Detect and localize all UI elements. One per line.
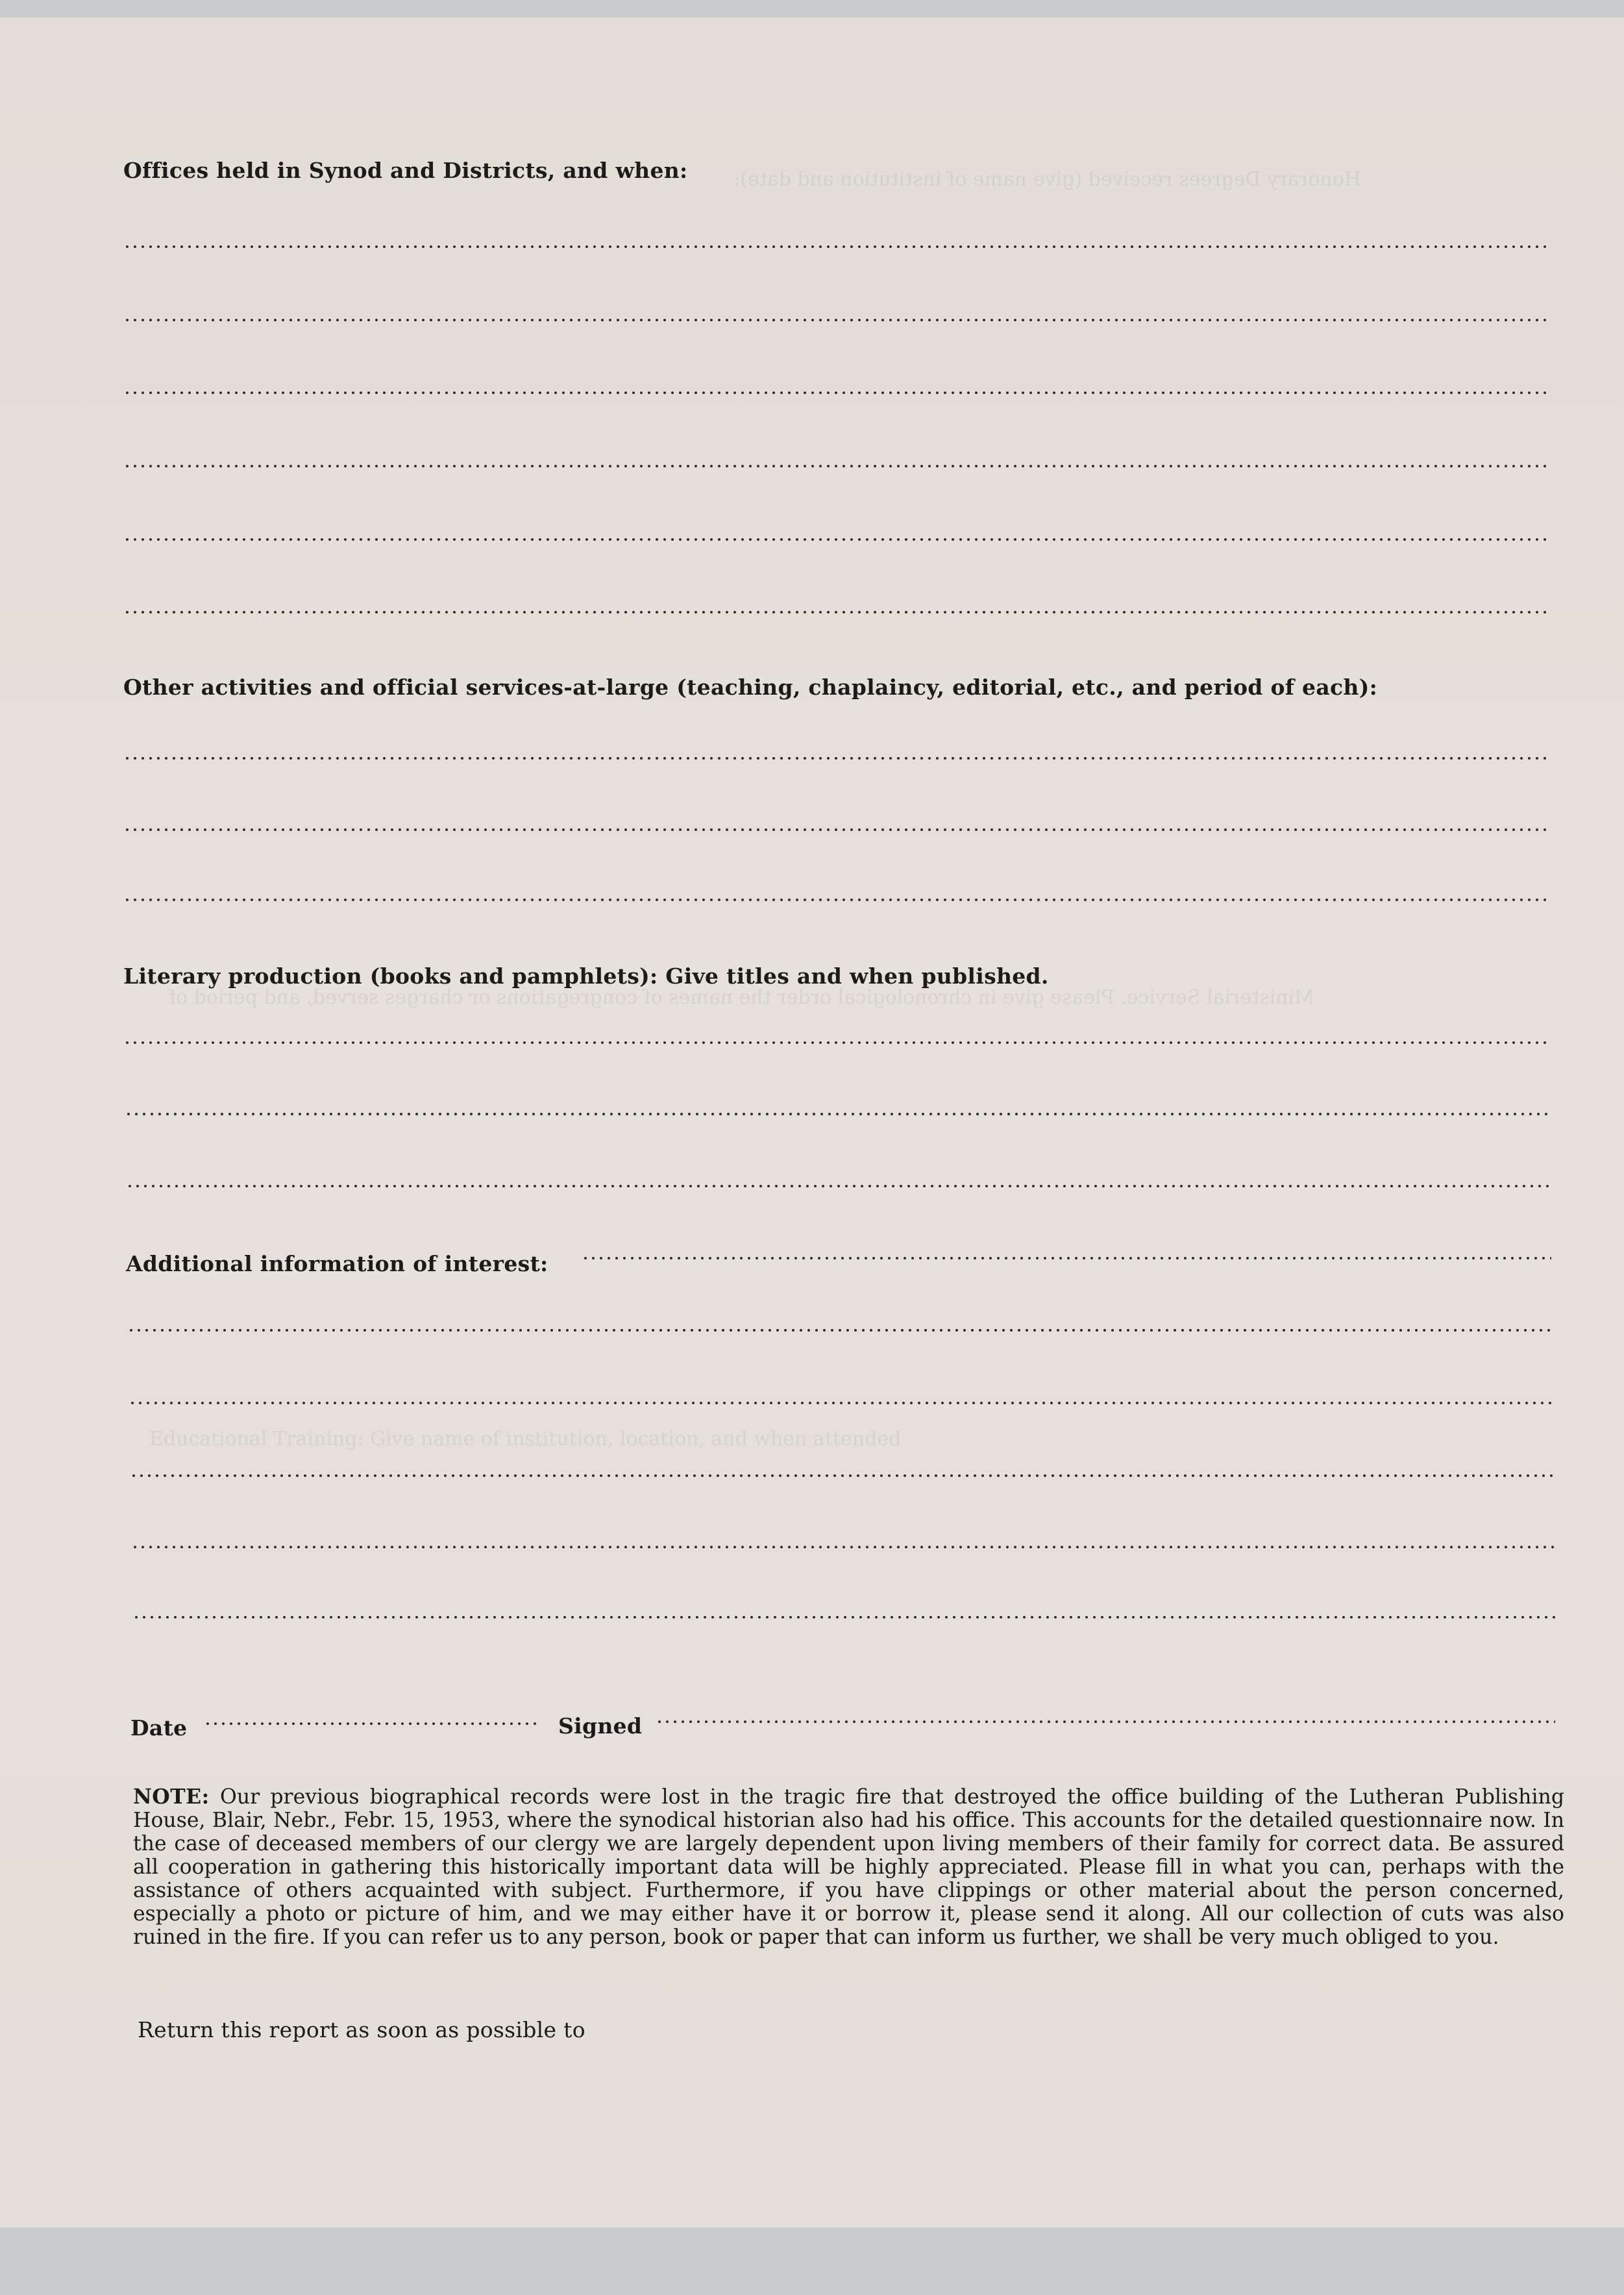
note-heading: NOTE: xyxy=(133,1785,210,1809)
activities-label: Other activities and official services-at-large (teaching, chaplaincy, editorial, etc., and period of each): xyxy=(123,675,1378,700)
additional-line-5[interactable] xyxy=(132,1615,1558,1619)
literary-line-3[interactable] xyxy=(126,1184,1550,1188)
offices-line-3[interactable] xyxy=(123,391,1546,395)
offices-label: Offices held in Synod and Districts, and when: xyxy=(123,158,688,183)
note-paragraph xyxy=(133,1785,1564,1949)
show-through-honorary: Honorary Degrees received (give name of institution and date): xyxy=(733,168,1362,191)
note-body: Our previous biographical records were lost in the tragic fire that destroyed the office building of the Lutheran Publishing House, Blair, Nebr., Febr. 15, 1953, where the synodical historian also had his office. This accounts for the detailed questionnaire now. In the case of deceased members of our clergy we are largely dependent upon living members of their family for correct data. Be assured all cooperation in gathering this historically important data will be highly appreciated. Please fill in what you can, perhaps with the assistance of others acquainted with subject. Furthermore, if you have clippings or other material about the person concerned, especially a photo or picture of him, and we may either have it or borrow it, please send it along. All our collection of cuts was also ruined in the fire. If you can refer us to any person, book or paper that can inform us further, we shall be very much obliged to you. xyxy=(133,1785,1564,1949)
return-label: Return this report as soon as possible to xyxy=(138,2017,585,2042)
additional-label: Additional information of interest: xyxy=(126,1251,548,1276)
literary-line-1[interactable] xyxy=(123,1041,1547,1045)
activities-line-1[interactable] xyxy=(123,756,1546,760)
date-label: Date xyxy=(130,1715,188,1741)
offices-line-5[interactable] xyxy=(123,538,1546,541)
show-through-education: Educational Training: Give name of institution, location, and when attended xyxy=(149,1428,902,1450)
additional-line-inline[interactable] xyxy=(582,1256,1551,1260)
date-field[interactable] xyxy=(204,1722,539,1726)
signature-field[interactable] xyxy=(656,1720,1555,1724)
additional-line-1[interactable] xyxy=(127,1328,1553,1332)
additional-line-4[interactable] xyxy=(131,1545,1556,1549)
offices-line-2[interactable] xyxy=(123,318,1546,322)
activities-line-2[interactable] xyxy=(123,828,1546,832)
offices-line-6[interactable] xyxy=(123,610,1546,614)
form-page xyxy=(0,18,1624,2227)
signed-label: Signed xyxy=(558,1713,643,1739)
offices-line-4[interactable] xyxy=(123,464,1546,468)
activities-line-3[interactable] xyxy=(123,898,1546,902)
literary-line-2[interactable] xyxy=(125,1112,1549,1116)
show-through-ministerial: Ministerial Service. Please give in chronological order the names of congregations or charges served, and period of xyxy=(169,986,1314,1009)
additional-line-2[interactable] xyxy=(129,1401,1554,1405)
offices-line-1[interactable] xyxy=(123,245,1546,249)
additional-line-3[interactable] xyxy=(130,1474,1555,1478)
literary-label: Literary production (books and pamphlets): Give titles and when published. xyxy=(123,963,1049,989)
